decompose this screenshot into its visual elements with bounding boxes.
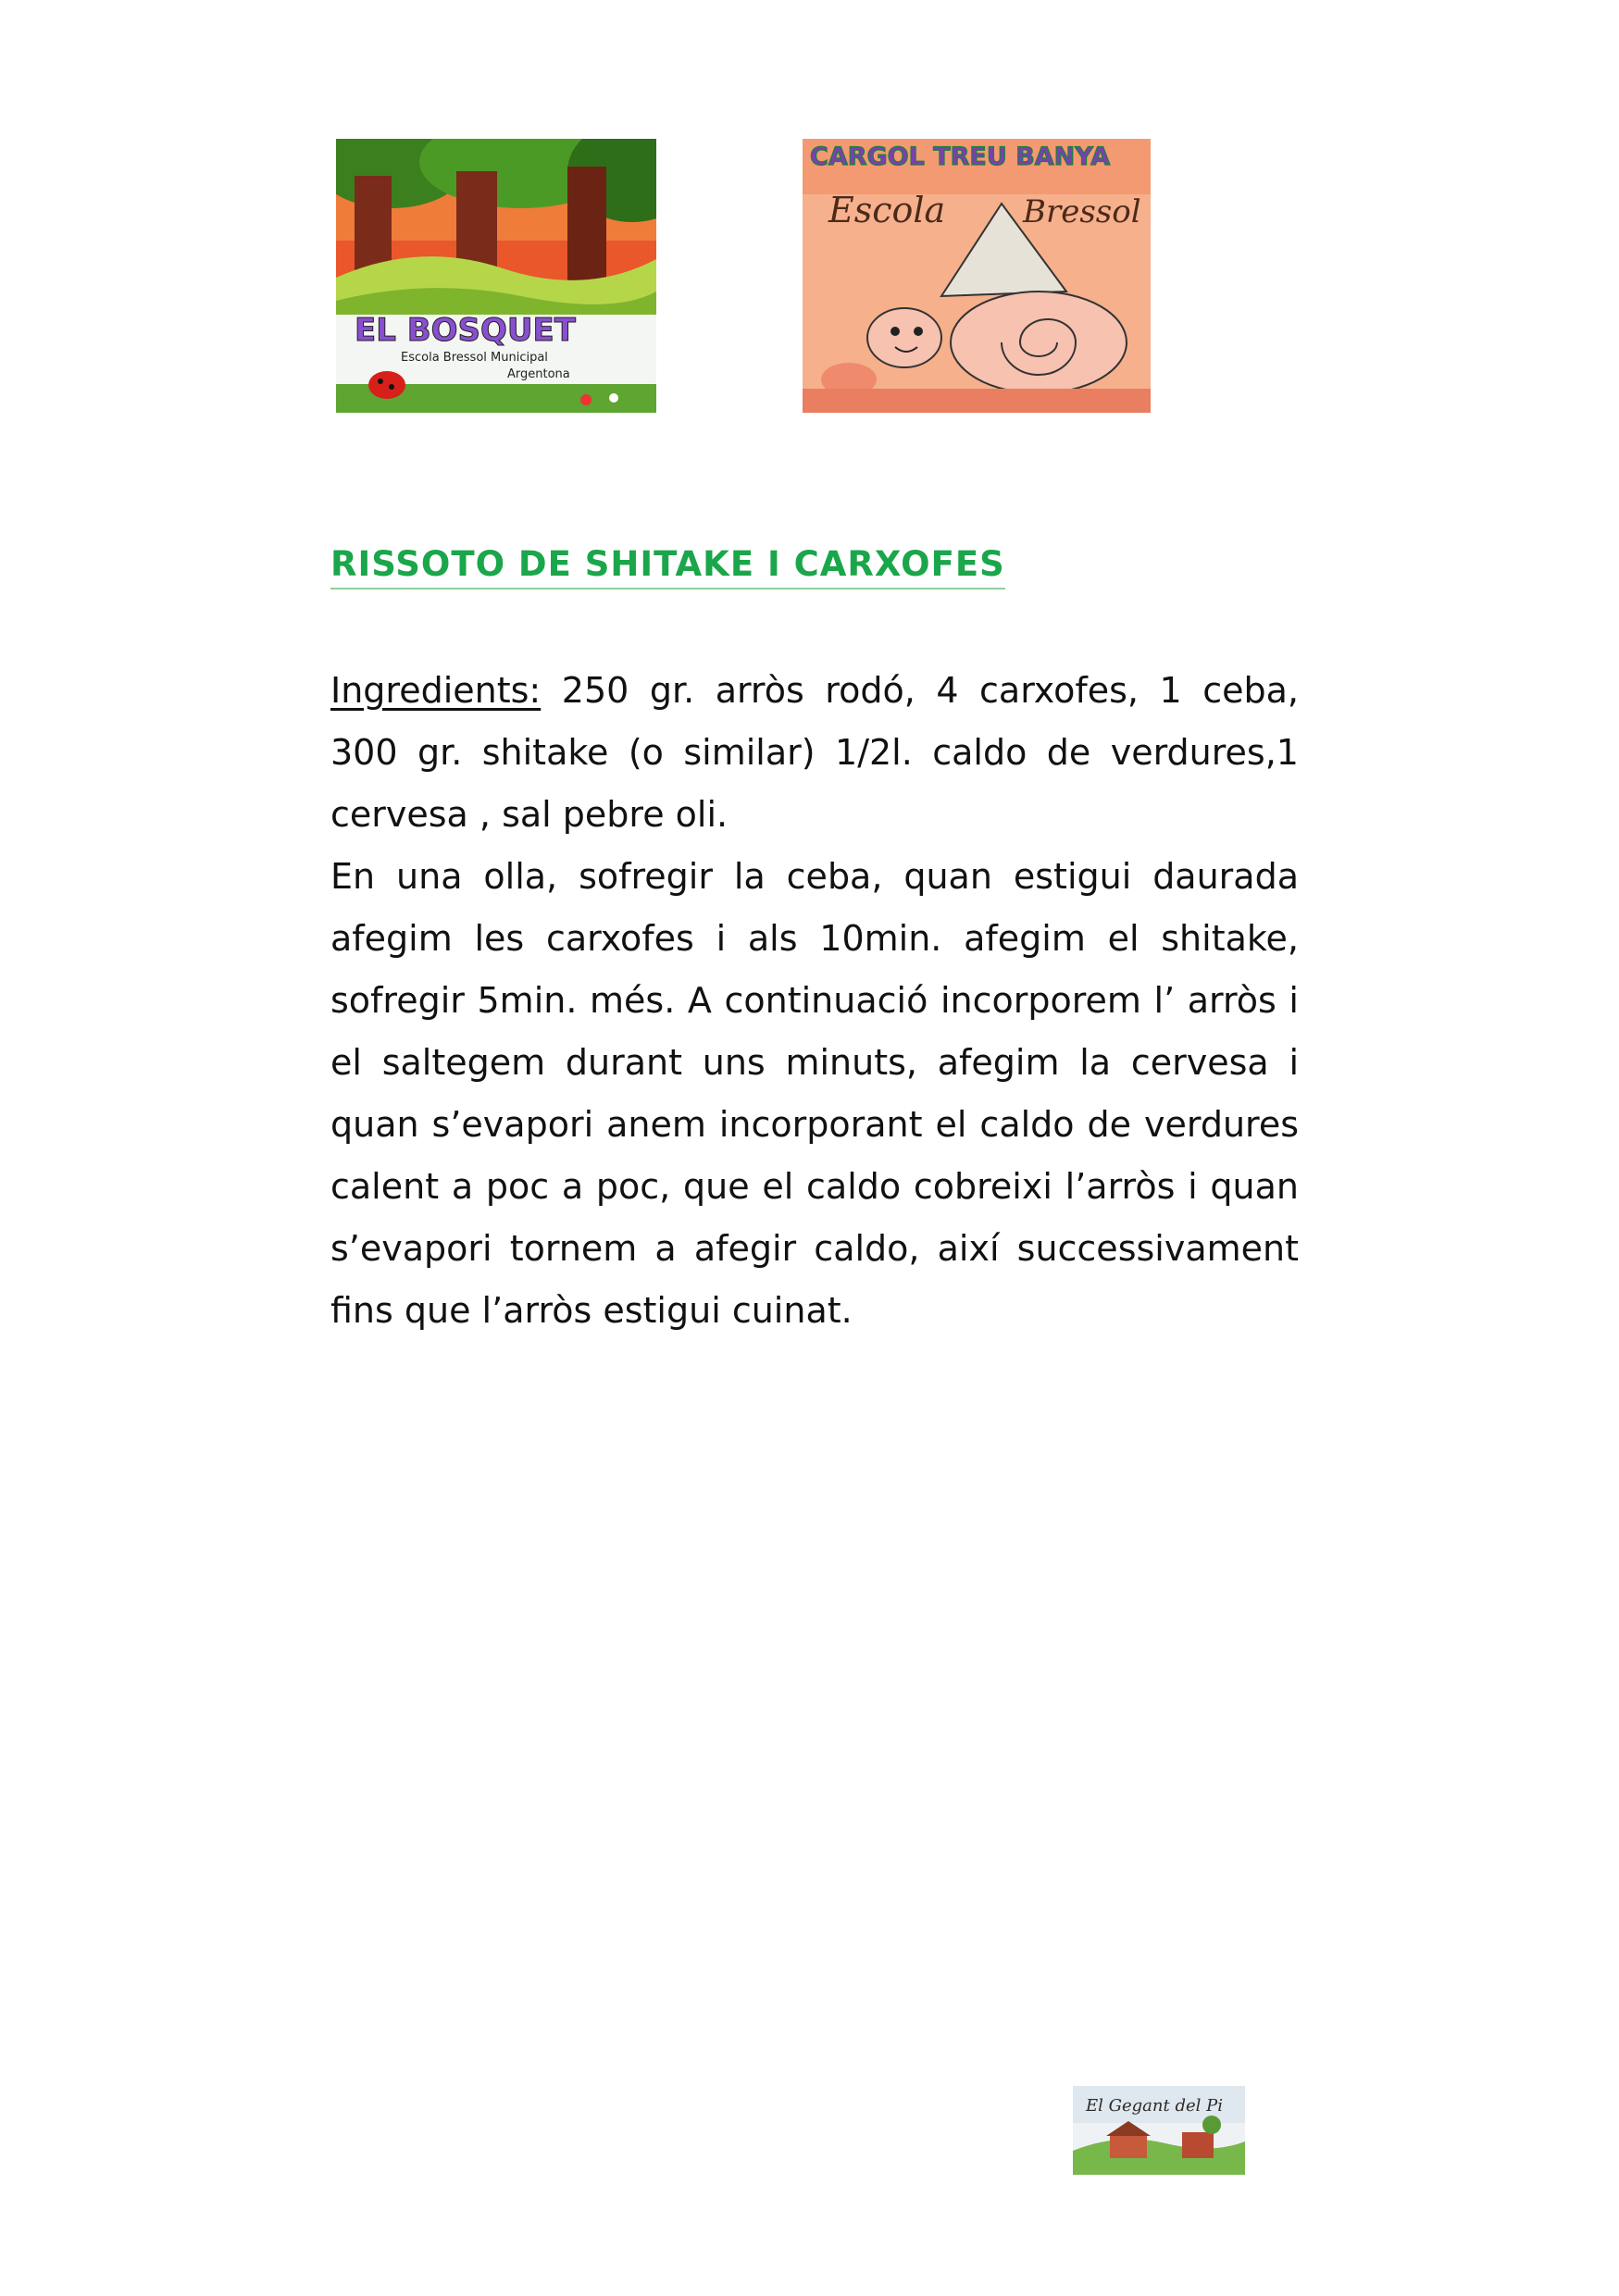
cargol-treu-banya-logo: [803, 139, 1151, 413]
el-bosquet-logo: [336, 139, 656, 413]
el-gegant-del-pi-logo: [1073, 2086, 1245, 2175]
ingredients-text: 250 gr. arròs rodó, 4 carxofes, 1 ceba, 300 gr. shitake (o similar) 1/2l. caldo de verdures,1 cervesa , sal pebre oli.: [330, 670, 1299, 835]
svg-text:EL BOSQUET: EL BOSQUET: [355, 312, 576, 349]
svg-text:CARGOL TREU BANYA: CARGOL TREU BANYA: [810, 143, 1111, 171]
recipe-body: [330, 660, 1299, 1342]
cargol-line2: Bressol: [1023, 193, 1141, 230]
bosquet-line2: Argentona: [507, 367, 570, 381]
instructions-paragraph: En una olla, sofregir la ceba, quan estigui daurada afegim les carxofes i als 10min. afegim el shitake, sofregir 5min. més. A continuació incorporem l’ arròs i el saltegem durant uns minuts, afegim la cervesa i quan s’evapori anem incorporant el caldo de verdures calent a poc a poc, que el caldo cobreixi l’arròs i quan s’evapori tornem a afegir caldo, així successivament fins que l’arròs estigui cuinat.: [330, 856, 1299, 1331]
recipe-title: RISSOTO DE SHITAKE I CARXOFES: [330, 541, 1005, 590]
bosquet-line1: Escola Bressol Municipal: [401, 351, 548, 365]
ingredients-label: Ingredients:: [330, 670, 542, 711]
ingredients-paragraph: [330, 660, 1299, 846]
svg-text:El Gegant del Pi: El Gegant del Pi: [1086, 2096, 1223, 2116]
cargol-line1: Escola: [828, 190, 946, 230]
